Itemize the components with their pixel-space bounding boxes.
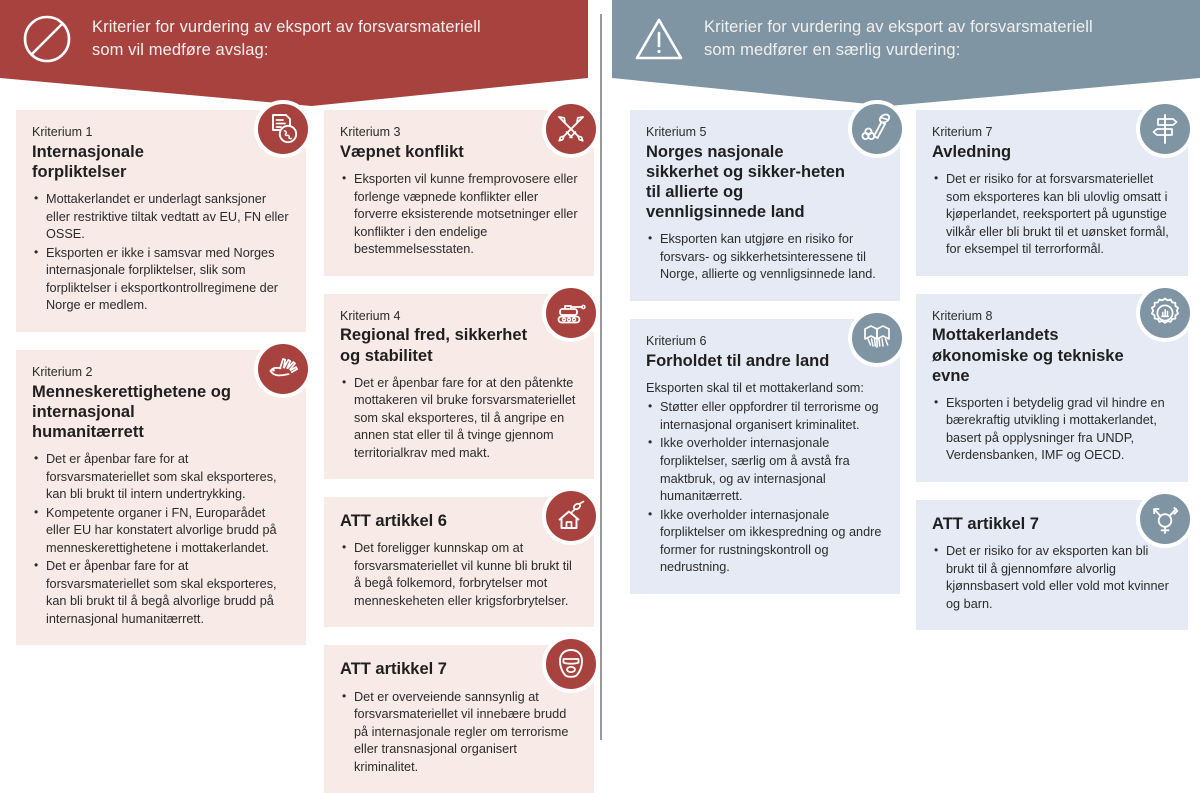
title-kriterium-2: Menneskerettighetene og internasjonal humanitærrett <box>32 382 231 441</box>
header-special-title <box>704 16 1093 63</box>
signpost-icon <box>1136 100 1194 158</box>
card-kriterium-1 <box>16 110 306 332</box>
bullets-kriterium-6 <box>646 399 884 576</box>
soldier-guard-icon <box>848 100 906 158</box>
title-kriterium-7: Avledning <box>932 142 1012 161</box>
bullets-kriterium-5 <box>646 231 884 284</box>
card-kriterium-8 <box>916 294 1188 482</box>
bullets-kriterium-2 <box>32 451 290 628</box>
list-item: • Det er åpenbar fare for at forsvarsmateriellet som skal eksporteres, kan bli brukt til intern undertrykking. <box>32 451 290 504</box>
list-item: • Det er risiko for at forsvarsmateriellet som eksporteres kan bli ulovlig omsatt i kjøperlandet, reeksportert på ugunstige vilkår eller bli brukt til et uønsket formål, for eksempel til terrorformål. <box>932 171 1172 259</box>
document-globe-icon <box>254 100 312 158</box>
title-kriterium-3: Væpnet konflikt <box>340 142 464 161</box>
header-rejection-line2: som vil medføre avslag: <box>92 41 269 59</box>
bullets-att-artikkel-7-right <box>932 543 1172 613</box>
list-item: • Eksporten kan utgjøre en risiko for forsvars- og sikkerhetsinteressene til Norge, allierte og vennligsinnede land. <box>646 231 884 284</box>
header-special-line1: Kriterier for vurdering av eksport av forsvarsmateriell <box>704 17 1093 36</box>
header-special-line2: som medfører en særlig vurdering: <box>704 41 961 59</box>
card-kriterium-3 <box>324 110 594 276</box>
kicker-kriterium-2: Kriterium 2 <box>32 364 93 379</box>
list-item: • Det foreligger kunnskap om at forsvarsmateriellet vil kunne bli brukt til å begå folkemord, forbrytelser mot menneskeheten eller krigsforbrytelser. <box>340 540 578 610</box>
card-kriterium-4 <box>324 294 594 480</box>
title-kriterium-4: Regional fred, sikkerhet og stabilitet <box>340 326 528 365</box>
title-kriterium-6: Forholdet til andre land <box>646 351 830 370</box>
card-kriterium-2 <box>16 350 306 645</box>
title-kriterium-5: Norges nasjonale sikkerhet og sikker-heten til allierte og vennligsinnede land <box>646 142 845 222</box>
header-rejection-criteria <box>0 0 588 78</box>
bullets-att-artikkel-6 <box>340 540 578 610</box>
card-kriterium-5 <box>630 110 900 301</box>
no-entry-icon <box>18 10 76 68</box>
kicker-kriterium-5: Kriterium 5 <box>646 125 707 139</box>
criteria-board <box>0 110 1200 774</box>
bullets-kriterium-8 <box>932 395 1172 465</box>
column-3 <box>630 110 900 754</box>
lead-kriterium-6: Eksporten skal til et mottakerland som: <box>646 380 864 395</box>
card-kriterium-7 <box>916 110 1188 276</box>
balaclava-mask-icon <box>542 635 600 693</box>
card-kriterium-6 <box>630 319 900 594</box>
header-rejection-title <box>92 16 481 63</box>
title-att-artikkel-6: ATT artikkel 6 <box>340 512 447 531</box>
list-item: • Ikke overholder internasjonale forpliktelser, særlig om å avstå fra maktbruk, og av internasjonal humanitærrett. <box>646 435 884 505</box>
warning-triangle-icon <box>630 10 688 68</box>
list-item: • Mottakerlandet er underlagt sanksjoner eller restriktive tiltak vedtatt av EU, FN eller OSSE. <box>32 191 290 244</box>
gear-chart-icon <box>1136 284 1194 342</box>
kicker-kriterium-7: Kriterium 7 <box>932 125 993 139</box>
list-item: • Eksporten vil kunne fremprovosere eller forlenge væpnede konflikter eller forverre eksisterende motsetninger eller konflikter i den endelige bestemmelsesstaten. <box>340 171 578 259</box>
column-1 <box>16 110 306 754</box>
title-att-artikkel-7-left: ATT artikkel 7 <box>340 660 447 679</box>
bullets-att-artikkel-7-left <box>340 689 578 777</box>
list-item: • Det er overveiende sannsynlig at forsvarsmateriellet vil innebære brudd på internasjonale regler om terrorisme eller transnasjonal organisert kriminalitet. <box>340 689 578 777</box>
kicker-kriterium-6: Kriterium 6 <box>646 333 707 348</box>
dove-hand-icon <box>254 340 312 398</box>
bullets-kriterium-3 <box>340 171 578 259</box>
column-2 <box>324 110 594 774</box>
card-att-artikkel-6 <box>324 497 594 627</box>
kicker-kriterium-8: Kriterium 8 <box>932 308 993 323</box>
tank-icon <box>542 284 600 342</box>
bullets-kriterium-4 <box>340 375 578 463</box>
crossed-swords-icon <box>542 100 600 158</box>
column-4 <box>916 110 1188 754</box>
card-att-artikkel-7-left <box>324 645 594 793</box>
title-kriterium-8: Mottakerlandets økonomiske og tekniske evne <box>932 326 1124 385</box>
header-special-assessment <box>612 0 1200 78</box>
handshake-flags-icon <box>848 309 906 367</box>
header-rejection-line1: Kriterier for vurdering av eksport av forsvarsmateriell <box>92 17 481 36</box>
bombed-house-icon <box>542 487 600 545</box>
card-att-artikkel-7-right <box>916 500 1188 630</box>
list-item: • Det er åpenbar fare for at den påtenkte mottakeren vil bruke forsvarsmateriellet som skal eksporteres, til å angripe en annen stat eller til å tvinge gjennom territorialkrav med makt. <box>340 375 578 463</box>
title-kriterium-1: Internasjonale forpliktelser <box>32 142 144 181</box>
list-item: • Ikke overholder internasjonale forpliktelser om ikkespredning og andre former for rustningskontroll og nedrustning. <box>646 507 884 577</box>
kicker-kriterium-3: Kriterium 3 <box>340 125 401 139</box>
list-item: • Det er åpenbar fare for at forsvarsmateriellet som skal eksporteres, kan bli brukt til å begå alvorlige brudd på internasjonal humanitærrett. <box>32 558 290 628</box>
bullets-kriterium-7 <box>932 171 1172 259</box>
list-item: • Eksporten i betydelig grad vil hindre en bærekraftig utvikling i mottakerlandet, basert på opplysninger fra UNDP, Verdensbanken, IMF og OECD. <box>932 395 1172 465</box>
list-item: • Støtter eller oppfordrer til terrorisme og internasjonal organisert kriminalitet. <box>646 399 884 434</box>
kicker-kriterium-4: Kriterium 4 <box>340 308 401 323</box>
list-item: • Det er risiko for av eksporten kan bli brukt til å gjennomføre alvorlig kjønnsbasert vold eller vold mot kvinner og barn. <box>932 543 1172 613</box>
list-item: • Kompetente organer i FN, Europarådet eller EU har konstatert alvorlige brudd på menneskerettighetene i mottakerlandet. <box>32 505 290 558</box>
bullets-kriterium-1 <box>32 191 290 315</box>
title-att-artikkel-7-right: ATT artikkel 7 <box>932 514 1039 533</box>
list-item: • Eksporten er ikke i samsvar med Norges internasjonale forpliktelser, slik som forpliktelser i eksportkontrollregimene der Norge er medlem. <box>32 245 290 315</box>
gender-symbols-icon <box>1136 490 1194 548</box>
kicker-kriterium-1: Kriterium 1 <box>32 125 93 139</box>
